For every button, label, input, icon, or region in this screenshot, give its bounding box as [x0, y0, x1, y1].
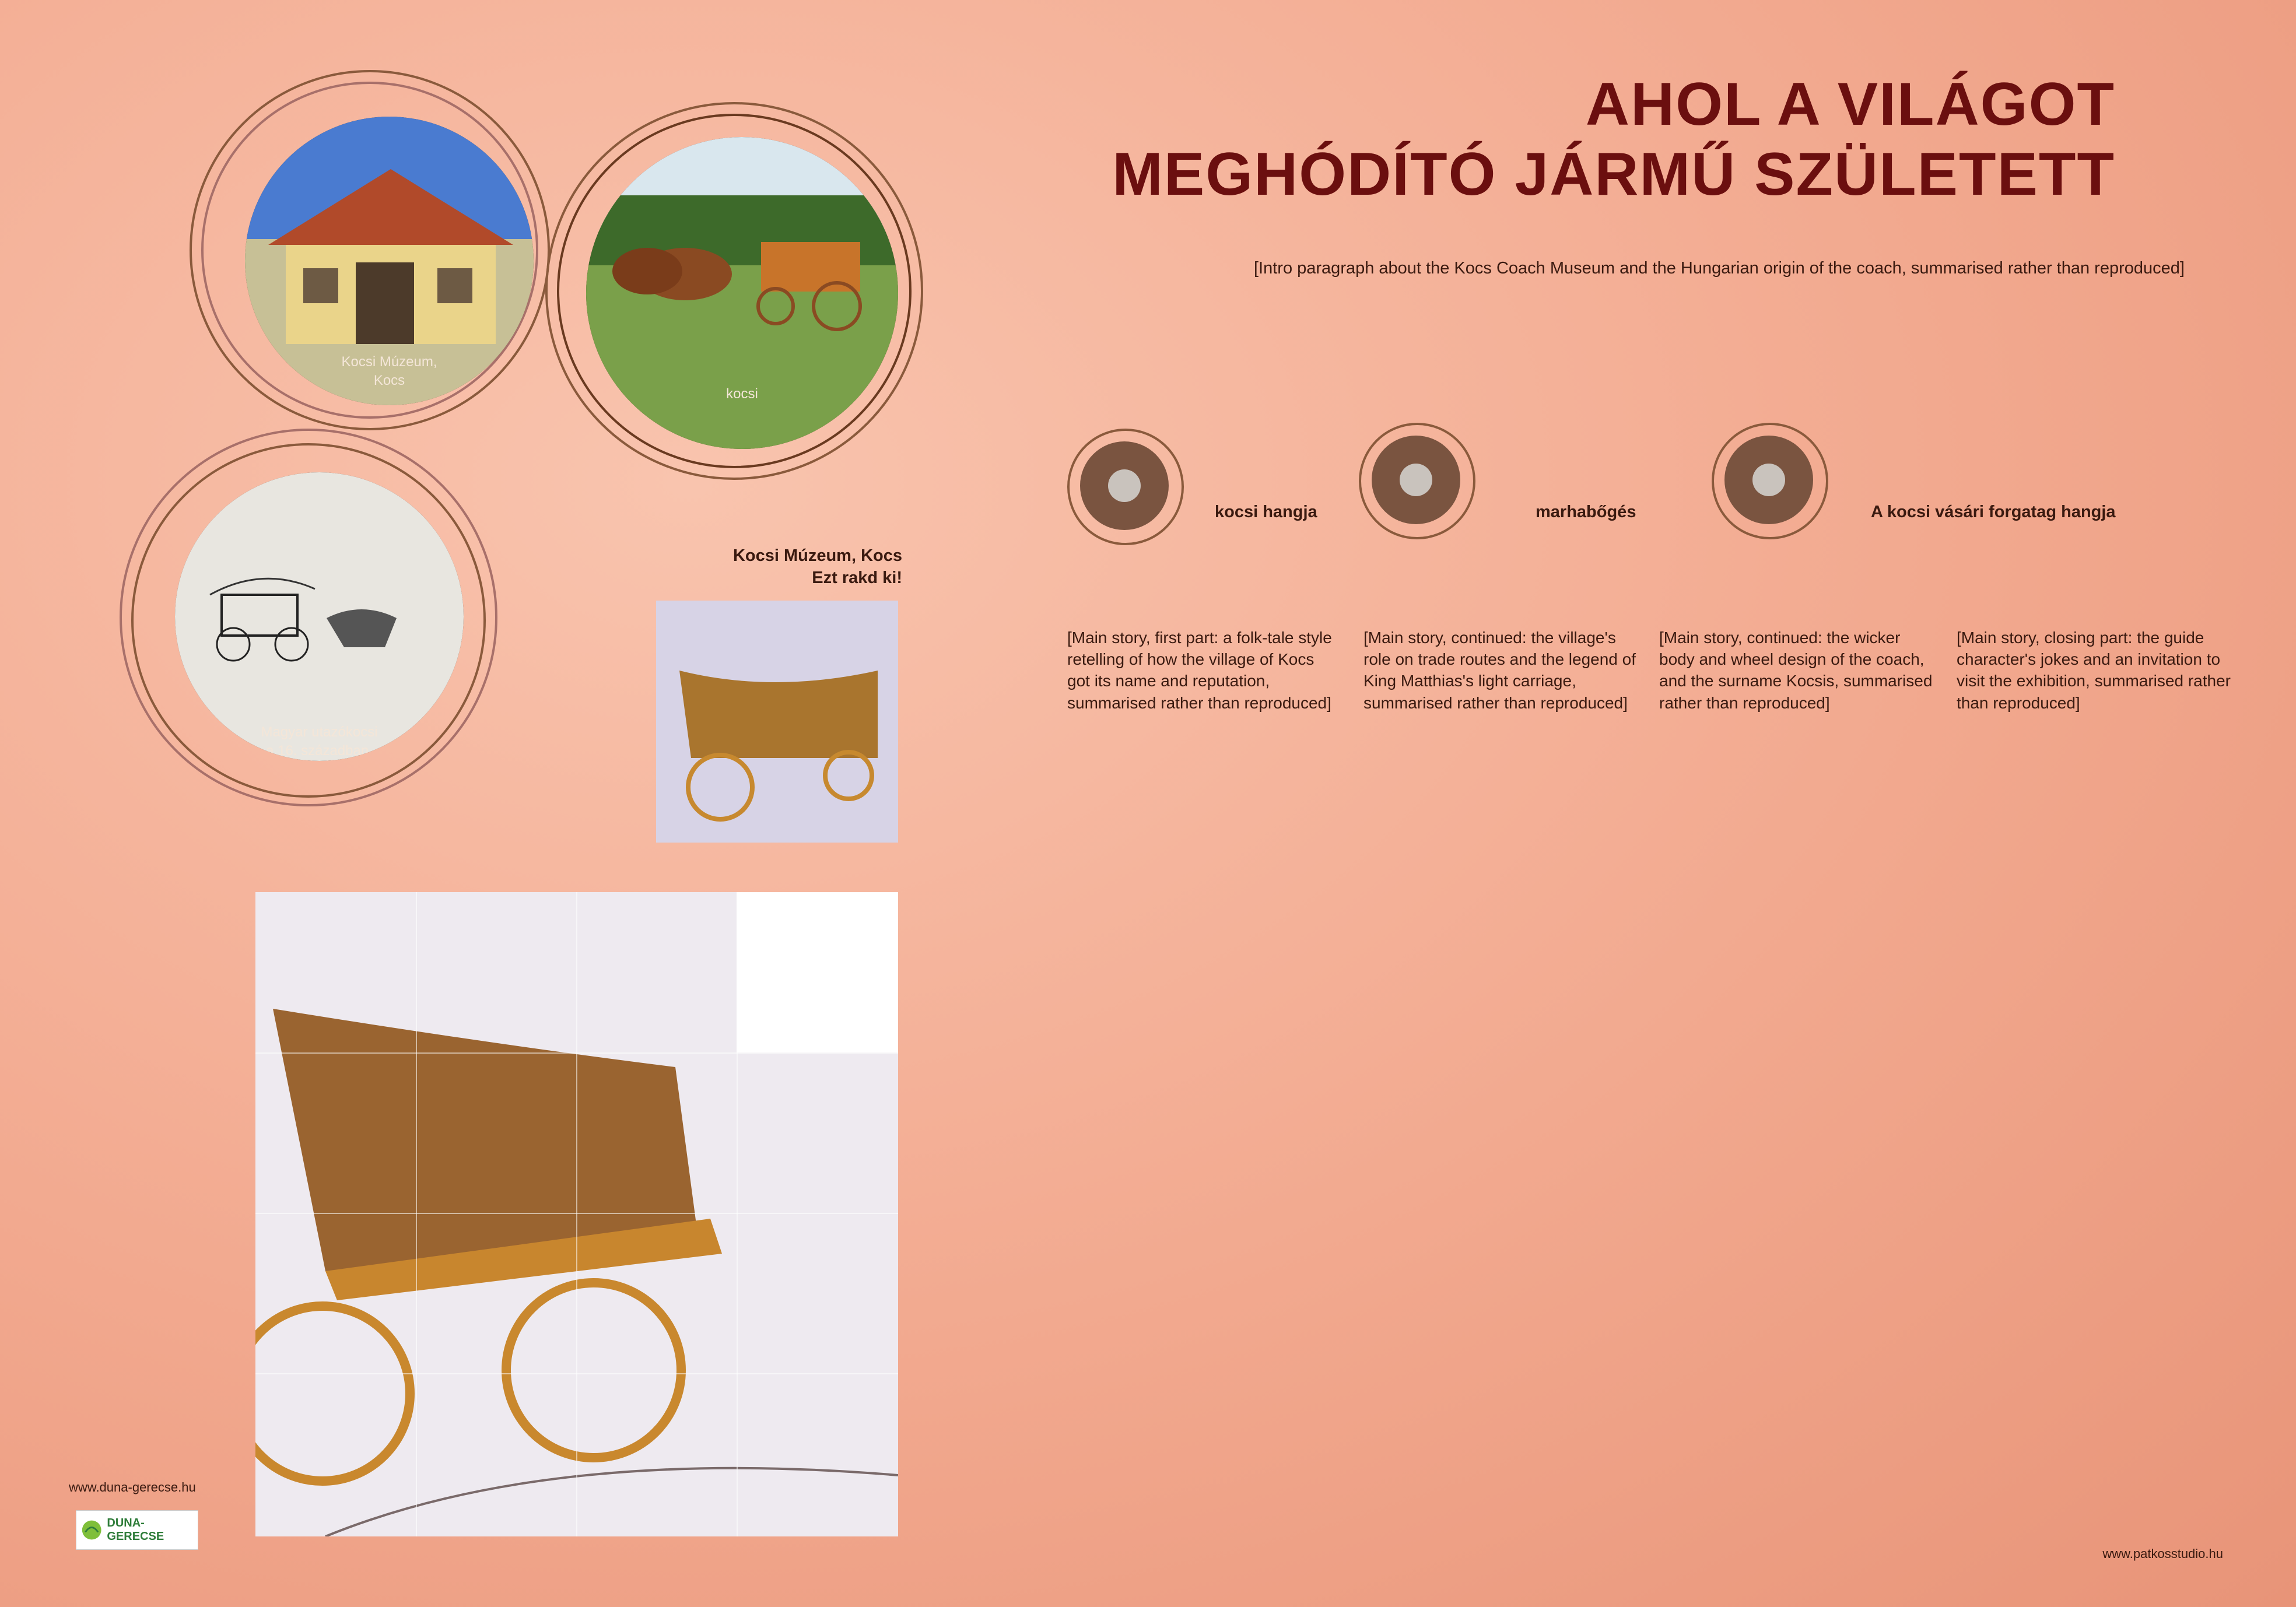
logo-text: DUNA-GERECSE [107, 1517, 164, 1543]
title-line-2: MEGHÓDÍTÓ JÁRMŰ SZÜLETETT [1112, 140, 2115, 208]
small-photo-label-line-2: Ezt rakd ki! [812, 568, 902, 587]
play-icon [1400, 464, 1432, 496]
small-photo-label-line-1: Kocsi Múzeum, Kocs [732, 546, 902, 565]
museum-circle [245, 117, 534, 405]
play-icon [1108, 469, 1141, 502]
wicker-coach-photo [656, 601, 898, 843]
engraving-caption-line-1: Magyar utazókocsi [261, 724, 378, 740]
engraving-circle [175, 472, 464, 761]
museum-caption-line-2: Kocs [373, 373, 405, 389]
grid-line [416, 892, 417, 1536]
engraving-caption [175, 723, 464, 761]
sound-label-marha: marhabőgés [1536, 503, 1636, 521]
right-url[interactable]: www.patkosstudio.hu [2102, 1546, 2223, 1561]
sound-kocsi[interactable] [1067, 429, 1184, 545]
intro-paragraph: [Intro paragraph about the Kocs Coach Museum and the Hungarian origin of the coach, summarised rather than reproduced] [1254, 259, 2185, 278]
duna-gerecse-logo [76, 1510, 198, 1550]
leaf-icon [81, 1518, 102, 1542]
play-icon [1752, 464, 1785, 496]
engraving-caption-line-2: a 16. században. [266, 743, 373, 759]
puzzle-photo[interactable] [255, 892, 898, 1536]
story-column-4: [Main story, closing part: the guide character's jokes and an invitation to visit the exhibition, summarised rather than reproduced] [1957, 629, 2231, 712]
museum-caption [245, 353, 534, 391]
sound-label-vasar: A kocsi vásári forgatag hangja [1871, 503, 2116, 521]
story-column-2: [Main story, continued: the village's role on trade routes and the legend of King Matthias's light carriage, summarised rather than reproduced] [1363, 629, 1636, 712]
small-photo-label [733, 545, 902, 589]
wicker-coach-image [656, 601, 898, 843]
story-column-3: [Main story, continued: the wicker body and wheel design of the coach, and the surname Kocsis, summarised rather than reproduced] [1659, 629, 1933, 712]
sound-marha[interactable] [1359, 423, 1475, 539]
left-url[interactable]: www.duna-gerecse.hu [69, 1480, 196, 1494]
grid-line [576, 892, 577, 1536]
sound-vasar[interactable] [1712, 423, 1828, 539]
title-line-1: AHOL A VILÁGOT [1585, 71, 2115, 138]
page-title [1112, 70, 2115, 209]
historical-engraving-image [175, 472, 464, 761]
coach-circle [586, 137, 898, 449]
sound-label-kocsi: kocsi hangja [1215, 503, 1317, 521]
grid-line [255, 1052, 898, 1054]
museum-caption-line-1: Kocsi Múzeum, [341, 354, 437, 370]
grid-line [255, 1213, 898, 1214]
grid-line [255, 1373, 898, 1374]
story-column-1: [Main story, first part: a folk-tale style retelling of how the village of Kocs got its name and reputation, summarised rather than reproduced] [1067, 629, 1332, 712]
coach-caption: kocsi [726, 386, 758, 402]
grid-line [737, 892, 738, 1536]
